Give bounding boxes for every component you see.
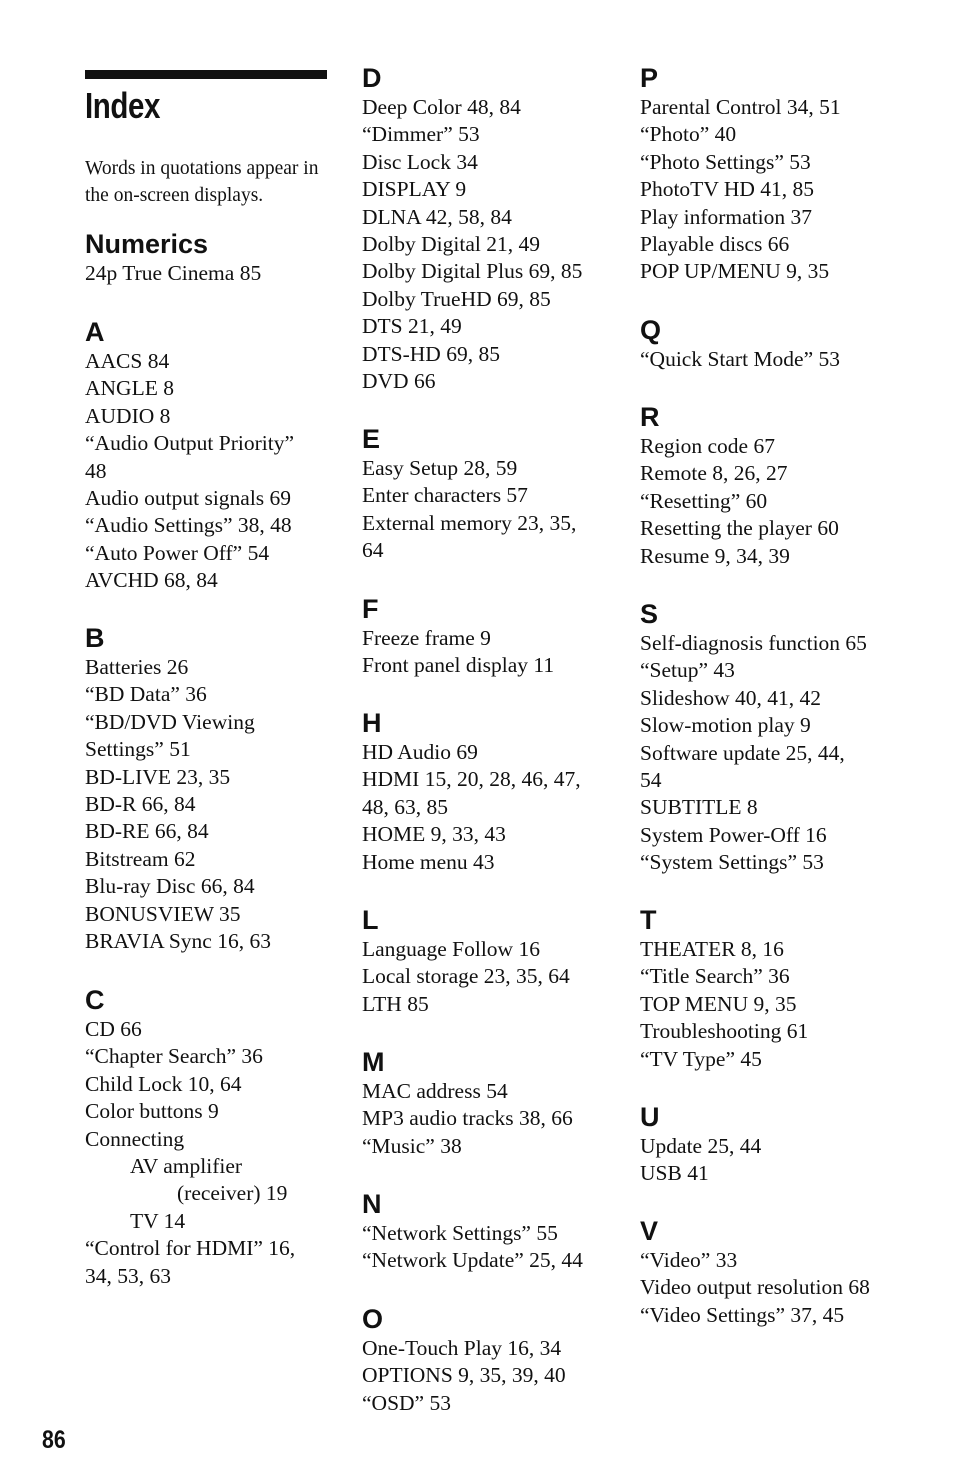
index-entry: Region code 67 [640, 434, 775, 458]
index-entry: Parental Control 34, 51 [640, 95, 841, 119]
index-entry: Connecting [85, 1126, 185, 1151]
index-entry: DLNA 42, 58, 84 [362, 204, 512, 229]
index-entry: “TV Type” 45 [640, 1046, 762, 1071]
index-entry: “Video” 33 [640, 1248, 738, 1272]
section-heading: S [640, 599, 659, 629]
index-entry: Slideshow 40, 41, 42 [640, 685, 821, 710]
index-entry: Update 25, 44 [640, 1134, 762, 1158]
index-entry: HOME 9, 33, 43 [362, 822, 506, 847]
index-entry: USB 41 [640, 1161, 709, 1186]
index-entry: Local storage 23, 35, 64 [362, 964, 570, 989]
index-entry: MP3 audio tracks 38, 66 [362, 1106, 573, 1131]
index-entry: SUBTITLE 8 [640, 795, 758, 820]
index-entry: DISPLAY 9 [362, 177, 467, 202]
index-entry: THEATER 8, 16 [640, 937, 784, 961]
index-subentry: AV amplifier [130, 1154, 243, 1179]
entry-list [362, 94, 622, 395]
index-entry: “Photo Settings” 53 [640, 149, 811, 174]
index-entry: DTS 21, 49 [362, 314, 462, 339]
index-entry: “BD Data” 36 [85, 682, 207, 707]
index-entry: BONUSVIEW 35 [85, 901, 241, 926]
index-entry: PhotoTV HD 41, 85 [640, 177, 815, 202]
page-title: Index [85, 85, 161, 126]
section-heading: Numerics [85, 229, 209, 259]
section-heading: U [640, 1102, 660, 1132]
section-c [85, 984, 335, 1290]
section-heading: O [362, 1304, 384, 1334]
index-entry: Bitstream 62 [85, 846, 196, 871]
index-entry: Home menu 43 [362, 849, 495, 874]
index-entry: BD-RE 66, 84 [85, 819, 209, 844]
entry-list [85, 348, 335, 595]
index-entry: Front panel display 11 [362, 653, 555, 678]
section-d [362, 62, 622, 395]
entry-list [640, 1133, 910, 1188]
index-entry: Remote 8, 26, 27 [640, 461, 788, 486]
index-entry: Child Lock 10, 64 [85, 1071, 242, 1096]
index-entry: Playable discs 66 [640, 232, 790, 257]
index-entry: “Quick Start Mode” 53 [640, 347, 841, 371]
section-n [362, 1188, 622, 1275]
section-e [362, 423, 622, 565]
section-numerics [85, 228, 335, 287]
index-entry: AUDIO 8 [85, 403, 171, 428]
index-entry: HDMI 15, 20, 28, 46, 47, [362, 767, 581, 792]
index-entry: DTS-HD 69, 85 [362, 341, 500, 366]
section-s [640, 598, 910, 877]
index-entry: Software update 25, 44, [640, 740, 845, 765]
index-entry: TOP MENU 9, 35 [640, 991, 797, 1016]
index-entry: Dolby Digital 21, 49 [362, 232, 540, 257]
index-entry: Freeze frame 9 [362, 626, 491, 650]
section-v [640, 1215, 910, 1329]
entry-list [640, 1247, 910, 1329]
index-entry: “Network Update” 25, 44 [362, 1248, 583, 1273]
section-heading: V [640, 1216, 659, 1246]
section-heading: P [640, 63, 659, 93]
index-entry: Blu-ray Disc 66, 84 [85, 874, 255, 899]
index-entry: “Audio Output Priority” [85, 431, 295, 456]
index-entry: Settings” 51 [85, 737, 191, 762]
index-entry: Disc Lock 34 [362, 149, 478, 174]
title-rule [85, 70, 327, 79]
entry-list [362, 739, 622, 876]
entry-list [85, 1016, 335, 1290]
section-a [85, 316, 335, 595]
section-r [640, 401, 910, 570]
index-entry: 48 [85, 458, 107, 483]
index-entry: “Resetting” 60 [640, 488, 768, 513]
entry-list [640, 346, 910, 373]
index-entry: BD-LIVE 23, 35 [85, 764, 231, 789]
index-entry: Resume 9, 34, 39 [640, 543, 790, 568]
index-entry: System Power-Off 16 [640, 822, 827, 847]
index-entry: MAC address 54 [362, 1079, 508, 1103]
index-entry: Play information 37 [640, 204, 812, 229]
section-heading: Q [640, 315, 662, 345]
index-entry: “Setup” 43 [640, 658, 735, 683]
index-entry: Troubleshooting 61 [640, 1019, 809, 1044]
index-entry: BRAVIA Sync 16, 63 [85, 929, 271, 954]
entry-list [362, 455, 622, 565]
page-number: 86 [42, 1426, 66, 1454]
index-entry: DVD 66 [362, 369, 436, 394]
section-b [85, 622, 335, 955]
entry-list [640, 94, 910, 286]
section-o [362, 1303, 622, 1417]
entry-list [362, 936, 622, 1018]
index-entry: POP UP/MENU 9, 35 [640, 259, 830, 284]
index-entry: BD-R 66, 84 [85, 792, 196, 817]
index-subentry: (receiver) 19 [177, 1181, 288, 1206]
section-heading: A [85, 317, 105, 347]
section-l [362, 904, 622, 1018]
index-entry: “Auto Power Off” 54 [85, 540, 270, 565]
entry-list [362, 1220, 622, 1275]
section-m [362, 1046, 622, 1160]
index-entry: One-Touch Play 16, 34 [362, 1336, 562, 1360]
index-entry: 54 [640, 768, 662, 793]
index-entry: “Chapter Search” 36 [85, 1044, 263, 1069]
index-entry: “OSD” 53 [362, 1390, 451, 1415]
section-f [362, 593, 622, 680]
index-entry: LTH 85 [362, 991, 429, 1016]
entry-list [362, 625, 622, 680]
index-entry: “Video Settings” 37, 45 [640, 1302, 845, 1327]
section-u [640, 1101, 910, 1188]
index-entry: Video output resolution 68 [640, 1275, 870, 1300]
index-entry: “Dimmer” 53 [362, 122, 480, 147]
index-entry: OPTIONS 9, 35, 39, 40 [362, 1363, 566, 1388]
intro-text: Words in quotations appear in the on-screen displays. [85, 158, 319, 206]
section-heading: C [85, 985, 105, 1015]
section-heading: F [362, 594, 379, 624]
index-entry: “System Settings” 53 [640, 850, 824, 875]
index-entry: Dolby TrueHD 69, 85 [362, 286, 551, 311]
entry-list [640, 630, 910, 877]
section-heading: H [362, 708, 382, 738]
index-entry: Deep Color 48, 84 [362, 95, 521, 119]
index-entry: “Title Search” 36 [640, 964, 790, 989]
index-entry: “Photo” 40 [640, 122, 737, 147]
section-heading: R [640, 402, 660, 432]
section-heading: B [85, 623, 105, 653]
index-entry: “Audio Settings” 38, 48 [85, 513, 292, 538]
section-heading: E [362, 424, 381, 454]
section-heading: D [362, 63, 382, 93]
index-entry: ANGLE 8 [85, 376, 174, 401]
index-entry: “Network Settings” 55 [362, 1221, 558, 1245]
index-entry: “BD/DVD Viewing [85, 709, 255, 734]
section-heading: T [640, 905, 657, 935]
index-entry: “Music” 38 [362, 1133, 462, 1158]
section-heading: M [362, 1047, 385, 1077]
index-entry: “Control for HDMI” 16, [85, 1236, 296, 1261]
section-heading: L [362, 905, 379, 935]
index-entry: Slow-motion play 9 [640, 713, 811, 738]
index-entry: Self-diagnosis function 65 [640, 631, 867, 655]
index-entry: 24p True Cinema 85 [85, 261, 262, 285]
index-entry: AVCHD 68, 84 [85, 568, 218, 593]
index-entry: Batteries 26 [85, 655, 189, 679]
section-t [640, 904, 910, 1073]
index-entry: Easy Setup 28, 59 [362, 456, 518, 480]
index-entry: CD 66 [85, 1017, 142, 1041]
section-heading: N [362, 1189, 382, 1219]
section-p [640, 62, 910, 286]
entry-list [85, 260, 335, 287]
index-entry: External memory 23, 35, [362, 510, 577, 535]
index-entry: 64 [362, 538, 384, 563]
index-entry: Enter characters 57 [362, 483, 528, 508]
index-entry: 48, 63, 85 [362, 794, 448, 819]
section-q [640, 314, 910, 373]
index-entry: Resetting the player 60 [640, 516, 839, 541]
entry-list [85, 654, 335, 955]
entry-list [362, 1078, 622, 1160]
entry-list [362, 1335, 622, 1417]
entry-list [640, 433, 910, 570]
index-entry: Dolby Digital Plus 69, 85 [362, 259, 583, 284]
index-entry: Language Follow 16 [362, 937, 540, 961]
index-entry: Color buttons 9 [85, 1099, 219, 1124]
index-entry: HD Audio 69 [362, 740, 478, 764]
index-entry: AACS 84 [85, 349, 170, 373]
entry-list [640, 936, 910, 1073]
index-entry: Audio output signals 69 [85, 486, 292, 511]
section-h [362, 707, 622, 876]
index-entry: 34, 53, 63 [85, 1263, 171, 1288]
index-subentry: TV 14 [130, 1208, 186, 1233]
